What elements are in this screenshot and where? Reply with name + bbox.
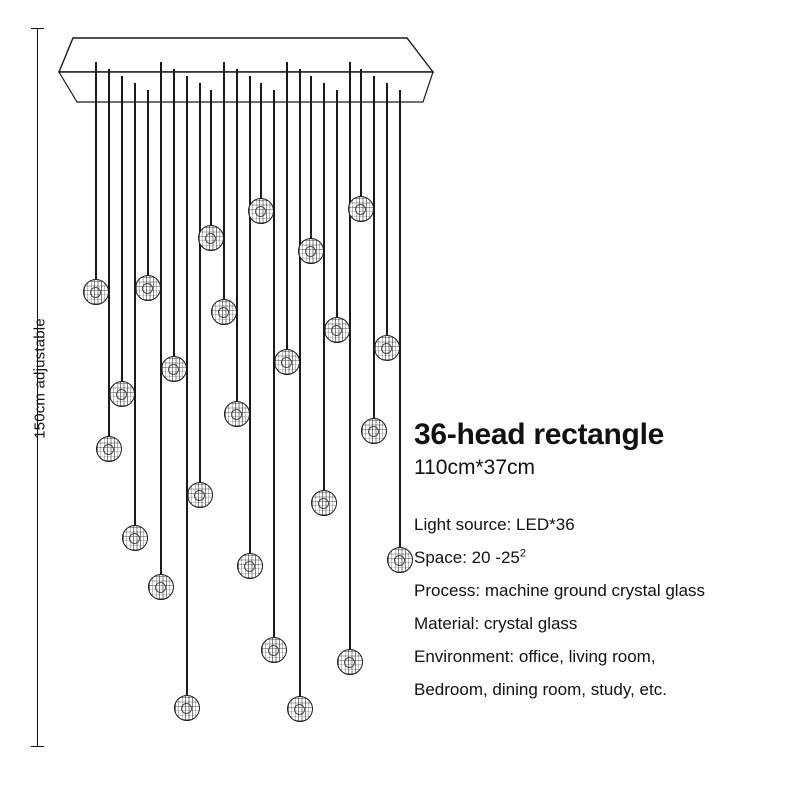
suspension-rod bbox=[223, 62, 225, 312]
crystal-ball bbox=[237, 553, 263, 579]
suspension-rod bbox=[299, 69, 301, 709]
crystal-ball bbox=[361, 418, 387, 444]
spec-light-source: Light source: LED*36 bbox=[414, 514, 575, 534]
dimension-cap-top bbox=[31, 28, 44, 29]
spec-material: Material: crystal glass bbox=[414, 614, 578, 634]
suspension-rod bbox=[323, 83, 325, 503]
dimension-label: 150cm adjustable bbox=[31, 318, 49, 439]
crystal-ball bbox=[311, 490, 337, 516]
crystal-ball bbox=[348, 196, 374, 222]
crystal-ball bbox=[374, 335, 400, 361]
crystal-ball bbox=[174, 695, 200, 721]
spec-environment-line1: Environment: office, living room, bbox=[414, 647, 656, 667]
product-size: 110cm*37cm bbox=[414, 455, 535, 479]
suspension-rod bbox=[173, 69, 175, 369]
suspension-rod bbox=[134, 83, 136, 538]
crystal-ball bbox=[248, 198, 274, 224]
spec-space bbox=[414, 541, 794, 574]
product-info bbox=[414, 418, 794, 707]
suspension-rod bbox=[121, 76, 123, 394]
suspension-rod bbox=[286, 62, 288, 362]
crystal-ball bbox=[96, 436, 122, 462]
suspension-rod bbox=[95, 62, 97, 292]
spec-process: Process: machine ground crystal glass bbox=[414, 580, 706, 600]
suspension-rod bbox=[210, 90, 212, 238]
suspension-rod bbox=[336, 90, 338, 330]
crystal-ball bbox=[161, 356, 187, 382]
crystal-ball bbox=[187, 482, 213, 508]
suspension-rod bbox=[386, 83, 388, 348]
suspension-rod bbox=[273, 90, 275, 650]
crystal-ball bbox=[224, 401, 250, 427]
crystal-ball bbox=[122, 525, 148, 551]
suspension-rod bbox=[399, 90, 401, 560]
crystal-ball bbox=[198, 225, 224, 251]
crystal-ball bbox=[261, 637, 287, 663]
suspension-rod bbox=[147, 90, 149, 288]
suspension-rod bbox=[373, 76, 375, 431]
suspension-rod bbox=[249, 76, 251, 566]
crystal-ball-array bbox=[60, 30, 420, 750]
crystal-ball bbox=[287, 696, 313, 722]
crystal-ball bbox=[274, 349, 300, 375]
spec-environment-line2: Bedroom, dining room, study, etc. bbox=[414, 680, 667, 700]
crystal-ball bbox=[387, 547, 413, 573]
suspension-rod bbox=[160, 62, 162, 587]
suspension-rod bbox=[260, 83, 262, 211]
suspension-rod bbox=[349, 62, 351, 662]
suspension-rod bbox=[186, 76, 188, 708]
suspension-rod bbox=[360, 69, 362, 209]
dimension-cap-bottom bbox=[31, 746, 44, 747]
suspension-rod bbox=[310, 76, 312, 251]
crystal-ball bbox=[135, 275, 161, 301]
crystal-ball bbox=[337, 649, 363, 675]
crystal-ball bbox=[148, 574, 174, 600]
crystal-ball bbox=[83, 279, 109, 305]
suspension-rod bbox=[199, 83, 201, 495]
spec-space-superscript: 2 bbox=[519, 547, 526, 560]
spec-space-text: Space: 20 -25 bbox=[414, 547, 520, 567]
crystal-ball bbox=[324, 317, 350, 343]
crystal-ball bbox=[298, 238, 324, 264]
crystal-ball bbox=[211, 299, 237, 325]
crystal-ball bbox=[109, 381, 135, 407]
suspension-rod bbox=[236, 69, 238, 414]
product-title: 36-head rectangle bbox=[414, 418, 665, 451]
